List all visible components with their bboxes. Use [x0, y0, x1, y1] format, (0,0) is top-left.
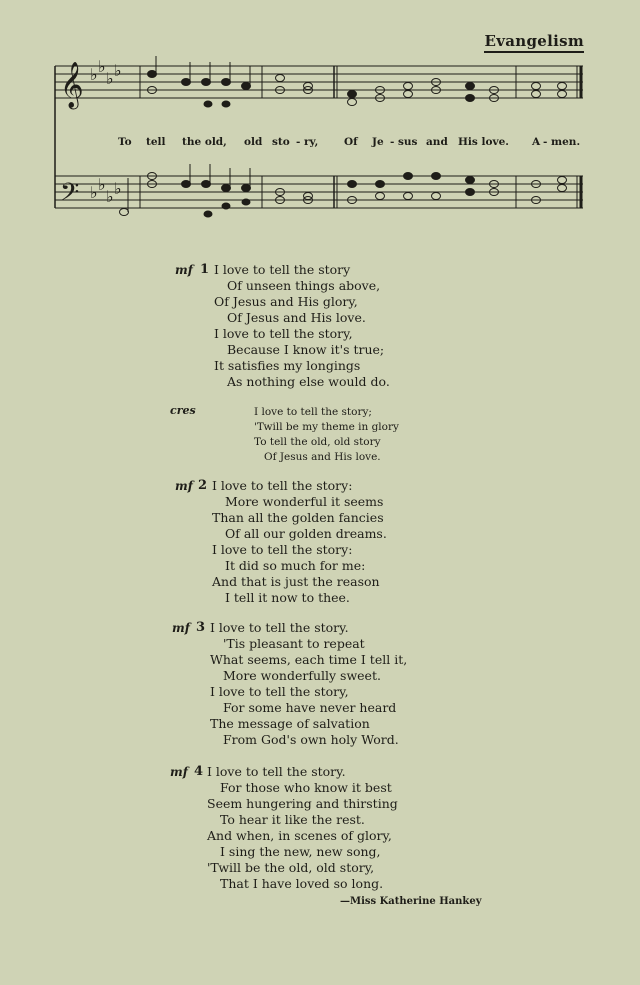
underlay-syllable: - ry, — [296, 136, 319, 148]
dynamic-marking: mf — [172, 621, 190, 635]
stanza-line: Of Jesus and His love. — [227, 310, 366, 325]
dynamic-marking: mf — [170, 765, 188, 779]
stanza-line: What seems, each time I tell it, — [210, 652, 408, 667]
stanza-line: The message of salvation — [210, 716, 370, 731]
stanza-line: For some have never heard — [223, 700, 397, 715]
stanza-line: I love to tell the story — [214, 262, 351, 277]
stanza-line: Of unseen things above, — [227, 278, 381, 293]
refrain-line: To tell the old, old story — [254, 436, 381, 448]
stanza-line: It satisfies my longings — [214, 358, 361, 373]
underlay-syllable: A — [532, 136, 541, 148]
stanza-line: And that is just the reason — [212, 574, 380, 589]
stanza-line: Than all the golden fancies — [212, 510, 384, 525]
stanza-number: 1 — [200, 262, 210, 277]
underlay-syllable: sto — [272, 136, 290, 148]
stanza-line: I sing the new, new song, — [220, 844, 381, 859]
stanza-number: 4 — [194, 764, 204, 779]
underlay-syllable: tell — [146, 136, 166, 148]
underlay-syllable: the old, — [182, 136, 227, 148]
stanza-line: Of all our golden dreams. — [225, 526, 387, 541]
stanza-line: I love to tell the story, — [210, 684, 349, 699]
stanza-line: 'Twill be the old, old story, — [207, 860, 375, 875]
underlay-syllable: old — [244, 136, 263, 148]
stanza-line: And when, in scenes of glory, — [207, 828, 392, 843]
underlay-syllable: Of — [344, 136, 358, 148]
stanza-line: For those who know it best — [220, 780, 392, 795]
svg-text:♭: ♭ — [90, 183, 98, 202]
underlay-syllable: His love. — [458, 136, 509, 148]
underlay-syllable: Je — [372, 136, 384, 148]
svg-text:♭: ♭ — [98, 175, 106, 194]
stanza-line: More wonderfully sweet. — [223, 668, 381, 683]
svg-text:𝄢: 𝄢 — [60, 178, 80, 213]
svg-text:♭: ♭ — [106, 187, 114, 206]
dynamic-marking: cres — [170, 404, 196, 417]
section-title: Evangelism — [484, 32, 584, 53]
stanza-line: I love to tell the story. — [207, 764, 346, 779]
stanza-line: I love to tell the story: — [212, 542, 353, 557]
svg-text:♭: ♭ — [90, 65, 98, 84]
music-score — [0, 0, 640, 230]
stanza-line: Because I know it's true; — [227, 342, 385, 357]
dynamic-marking: mf — [175, 263, 193, 277]
dynamic-marking: mf — [175, 479, 193, 493]
stanza-number: 3 — [196, 620, 206, 635]
stanza-line: Seem hungering and thirsting — [207, 796, 398, 811]
svg-text:♭: ♭ — [98, 57, 106, 76]
author-attribution: —Miss Katherine Hankey — [340, 896, 482, 907]
stanza-line: I love to tell the story. — [210, 620, 349, 635]
stanza-line: More wonderful it seems — [225, 494, 384, 509]
underlay-syllable: To — [118, 136, 132, 148]
music-underlay — [0, 136, 640, 152]
stanza-line: It did so much for me: — [225, 558, 366, 573]
svg-text:♭: ♭ — [114, 61, 122, 80]
stanza-line: I tell it now to thee. — [225, 590, 350, 605]
svg-text:𝄞: 𝄞 — [60, 62, 84, 108]
stanza-line: I love to tell the story, — [214, 326, 353, 341]
stanza-line: From God's own holy Word. — [223, 732, 399, 747]
stanza-line: As nothing else would do. — [227, 374, 390, 389]
stanza-number: 2 — [198, 478, 208, 493]
refrain-line: Of Jesus and His love. — [264, 451, 381, 463]
svg-text:♭: ♭ — [106, 69, 114, 88]
svg-text:♭: ♭ — [114, 179, 122, 198]
stanza-line: That I have loved so long. — [220, 876, 384, 891]
underlay-syllable: and — [426, 136, 448, 148]
underlay-syllable: - men. — [543, 136, 581, 148]
refrain-line: I love to tell the story; — [254, 406, 372, 418]
underlay-syllable: - sus — [390, 136, 418, 148]
stanza-line: To hear it like the rest. — [220, 812, 365, 827]
refrain-line: 'Twill be my theme in glory — [254, 421, 399, 433]
stanza-line: 'Tis pleasant to repeat — [223, 636, 365, 651]
stanza-line: Of Jesus and His glory, — [214, 294, 358, 309]
stanza-line: I love to tell the story: — [212, 478, 353, 493]
